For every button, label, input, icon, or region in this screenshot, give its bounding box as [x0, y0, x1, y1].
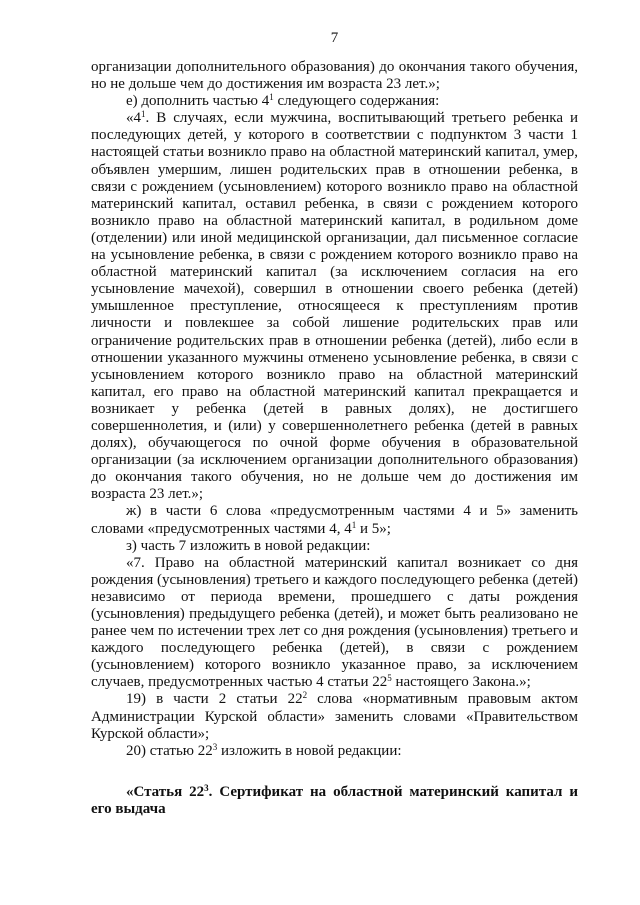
article-heading: [91, 784, 578, 819]
paragraph: [91, 691, 578, 742]
text-run: изложить в новой редакции:: [217, 742, 402, 759]
text-run: «Статья 22: [126, 783, 205, 800]
superscript: 2: [302, 690, 308, 701]
paragraph: [91, 93, 578, 110]
text-run: «7. Право на областной материнский капитал возникает со дня рождения (усыновления) третьего и каждого последующего ребенка (детей) независимо от периода времени, прошедшего с даты рождения (усыновления) предыдущего ребенка (детей), и может быть реализовано не ранее чем по истечении трех лет со дня рождения (усыновления) третьего и каждого последующего ребенка (детей), в связи с рождением (усыновлением) которого возникло указанное право, за исключением случаев, предусмотренных частью 4 статьи 22: [91, 554, 578, 691]
page-number: 7: [330, 30, 339, 46]
superscript: 1: [269, 92, 274, 103]
paragraph: [91, 538, 578, 555]
paragraph: [91, 743, 578, 760]
text-run: 20) статью 22: [126, 742, 213, 759]
document-body: [91, 59, 578, 760]
text-run: з) часть 7 изложить в новой редакции:: [126, 537, 371, 554]
text-run: е) дополнить частью 4: [126, 93, 270, 110]
text-run: . Сертификат на областной материнский капитал и его выдача: [91, 783, 578, 818]
text-run: ж) в части 6 слова «предусмотренным частями 4 и 5» заменить словами «предусмотренных частями 4, 4: [91, 503, 578, 537]
paragraph: [91, 503, 578, 537]
superscript: 3: [204, 782, 209, 793]
paragraph: [91, 110, 578, 503]
superscript: 3: [212, 741, 218, 752]
text-run: слова «нормативным правовым актом Администрации Курской области» заменить словами «Правительством Курской области»;: [91, 691, 578, 742]
paragraph: [91, 59, 578, 93]
text-run: организации дополнительного образования) до окончания такого обучения, но не дольше чем до достижения им возраста 23 лет.»;: [91, 59, 578, 93]
text-run: . В случаях, если мужчина, воспитывающий третьего ребенка и последующих детей, у которого в соответствии с подпунктом 3 части 1 настоящей статьи возникло право на областной материнский капитал, умер, объявлен умершим, лишен родительских прав в отношении ребенка, в связи с рождением (усыновлением) которого возникло право на областной материнский капитал, оставил ребенка, в связи с рождением которого возникло право на областной материнский капитал, в родильном доме (отделении) или иной медицинской организации, дал письменное согласие на усыновление ребенка, в связи с рождением которого возникло право на областной материнский капитал (за исключением согласия на его усыновление мачехой), совершил в отношении своего ребенка (детей) умышленное преступление, относящееся к преступлениям против личности и повлекшее за собой лишение родительских прав или ограничение родительских прав в отношении ребенка (детей), либо если в отношении указанного мужчины отменено усыновление ребенка, в связи с усыновлением которого возникло право на областной материнский капитал, его право на областной материнский капитал прекращается и возникает у ребенка (детей в равных долях), не достигшего совершеннолетия, и (или) у совершеннолетнего ребенка (детей в равных долях), обучающегося по очной форме обучения в образовательной организации (за исключением организации дополнительного образования) до окончания такого обучения, но не дольше чем до достижения им возраста 23 лет.»;: [91, 110, 578, 503]
text-run: следующего содержания:: [273, 93, 440, 110]
superscript: 1: [141, 109, 146, 120]
text-run: 19) в части 2 статьи 22: [126, 691, 303, 708]
text-run: «4: [126, 110, 141, 127]
superscript: 1: [351, 519, 357, 530]
text-run: и 5»;: [356, 520, 391, 537]
paragraph: [91, 555, 578, 692]
superscript: 5: [387, 673, 392, 684]
text-run: настоящего Закона.»;: [391, 674, 531, 691]
